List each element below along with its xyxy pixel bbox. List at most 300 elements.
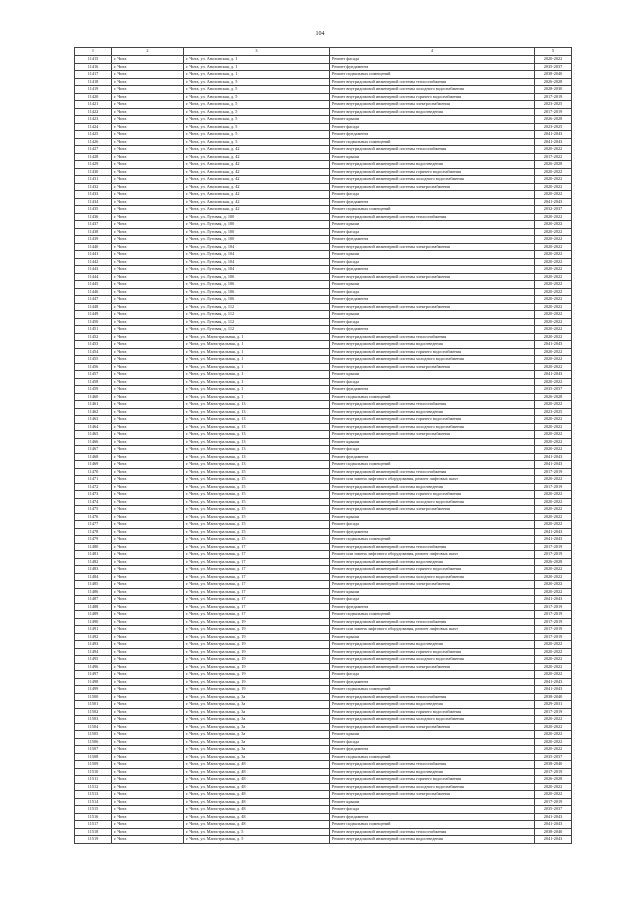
period-cell: 2020-2022 [535,243,572,251]
period-cell: 2041-2043 [535,813,572,821]
row-number-cell: 11506 [75,738,112,746]
address-cell: г. Чита, ул. Луговая, д. 104 [184,243,330,251]
table-row [75,453,572,461]
address-cell: г. Чита, ул. Анохинская, д. 5 [184,78,330,86]
period-cell: 2020-2022 [535,648,572,656]
row-number-cell: 11463 [75,416,112,424]
work-type-cell: Ремонт фундамента [330,131,535,139]
row-number-cell: 11450 [75,318,112,326]
row-number-cell: 11424 [75,123,112,131]
period-cell: 2020-2022 [535,641,572,649]
table-row [75,828,572,836]
address-cell: г. Чита, ул. Магистральная, д. 1 [184,386,330,394]
municipality-cell: г. Чита [112,738,184,746]
table-row [75,813,572,821]
work-type-cell: Ремонт фасада [330,258,535,266]
address-cell: г. Чита, ул. Магистральная, д. 19 [184,626,330,634]
address-cell: г. Чита, ул. Магистральная, д. 13 [184,453,330,461]
row-number-cell: 11499 [75,686,112,694]
municipality-cell: г. Чита [112,761,184,769]
header-cell-4: 4 [330,48,535,56]
municipality-cell: г. Чита [112,138,184,146]
period-cell: 2041-2043 [535,341,572,349]
municipality-cell: г. Чита [112,71,184,79]
address-cell: г. Чита, ул. Магистральная, д. 17 [184,558,330,566]
address-cell: г. Чита, ул. Магистральная, д. 13 [184,446,330,454]
municipality-cell: г. Чита [112,236,184,244]
address-cell: г. Чита, ул. Анохинская, д. 5 [184,93,330,101]
row-number-cell: 11426 [75,138,112,146]
work-type-cell: Ремонт внутридомовой инженерной системы водоотведения [330,558,535,566]
work-type-cell: Ремонт внутридомовой инженерной системы холодного водоснабжения [330,86,535,94]
table-row [75,183,572,191]
row-number-cell: 11445 [75,281,112,289]
address-cell: г. Чита, ул. Магистральная, д. 48 [184,813,330,821]
row-number-cell: 11485 [75,581,112,589]
address-cell: г. Чита, ул. Магистральная, д. 13 [184,416,330,424]
period-cell: 2020-2022 [535,588,572,596]
municipality-cell: г. Чита [112,498,184,506]
row-number-cell: 11480 [75,543,112,551]
table-row [75,116,572,124]
municipality-cell: г. Чита [112,551,184,559]
table-row [75,348,572,356]
address-cell: г. Чита, ул. Магистральная, д. 3а [184,731,330,739]
row-number-cell: 11421 [75,101,112,109]
period-cell: 2020-2022 [535,738,572,746]
table-row [75,566,572,574]
row-number-cell: 11514 [75,798,112,806]
row-number-cell: 11417 [75,71,112,79]
municipality-cell: г. Чита [112,101,184,109]
municipality-cell: г. Чита [112,191,184,199]
work-type-cell: Ремонт внутридомовой инженерной системы холодного водоснабжения [330,356,535,364]
municipality-cell: г. Чита [112,596,184,604]
period-cell: 2020-2022 [535,363,572,371]
row-number-cell: 11441 [75,251,112,259]
address-cell: г. Чита, ул. Магистральная, д. 5 [184,836,330,844]
municipality-cell: г. Чита [112,806,184,814]
municipality-cell: г. Чита [112,783,184,791]
period-cell: 2026-2028 [535,776,572,784]
municipality-cell: г. Чита [112,663,184,671]
row-number-cell: 11478 [75,528,112,536]
work-type-cell: Ремонт внутридомовой инженерной системы теплоснабжения [330,828,535,836]
period-cell: 2026-2028 [535,393,572,401]
row-number-cell: 11443 [75,266,112,274]
municipality-cell: г. Чита [112,63,184,71]
period-cell: 2017-2019 [535,618,572,626]
address-cell: г. Чита, ул. Луговая, д. 112 [184,303,330,311]
row-number-cell: 11504 [75,723,112,731]
table-row [75,708,572,716]
municipality-cell: г. Чита [112,371,184,379]
municipality-cell: г. Чита [112,476,184,484]
row-number-cell: 11482 [75,558,112,566]
address-cell: г. Чита, ул. Луговая, д. 104 [184,266,330,274]
table-row [75,551,572,559]
work-type-cell: Ремонт подвальных помещений [330,138,535,146]
work-type-cell: Ремонт внутридомовой инженерной системы водоотведения [330,408,535,416]
work-type-cell: Ремонт внутридомовой инженерной системы теплоснабжения [330,146,535,154]
table-row [75,153,572,161]
table-row [75,738,572,746]
work-type-cell: Ремонт подвальных помещений [330,393,535,401]
row-number-cell: 11500 [75,693,112,701]
table-row [75,506,572,514]
period-cell: 2038-2040 [535,693,572,701]
row-number-cell: 11429 [75,161,112,169]
work-type-cell: Ремонт крыши [330,731,535,739]
work-type-cell: Ремонт фасада [330,288,535,296]
row-number-cell: 11505 [75,731,112,739]
address-cell: г. Чита, ул. Магистральная, д. 1 [184,363,330,371]
address-cell: г. Чита, ул. Анохинская, д. 5 [184,86,330,94]
row-number-cell: 11460 [75,393,112,401]
address-cell: г. Чита, ул. Анохинская, д. 42 [184,161,330,169]
municipality-cell: г. Чита [112,746,184,754]
municipality-cell: г. Чита [112,378,184,386]
row-number-cell: 11473 [75,491,112,499]
work-type-cell: Ремонт внутридомовой инженерной системы горячего водоснабжения [330,93,535,101]
address-cell: г. Чита, ул. Магистральная, д. 1 [184,393,330,401]
table-body [75,56,572,844]
table-row [75,221,572,229]
period-cell: 2023-2025 [535,408,572,416]
municipality-cell: г. Чита [112,296,184,304]
municipality-cell: г. Чита [112,348,184,356]
period-cell: 2041-2043 [535,198,572,206]
municipality-cell: г. Чита [112,423,184,431]
period-cell: 2032-2037 [535,206,572,214]
address-cell: г. Чита, ул. Анохинская, д. 5 [184,101,330,109]
table-row [75,213,572,221]
row-number-cell: 11464 [75,423,112,431]
header-cell-1: 1 [75,48,112,56]
row-number-cell: 11418 [75,78,112,86]
period-cell: 2020-2022 [535,183,572,191]
table-row [75,303,572,311]
row-number-cell: 11432 [75,183,112,191]
municipality-cell: г. Чита [112,693,184,701]
row-number-cell: 11423 [75,116,112,124]
table-row [75,791,572,799]
work-type-cell: Ремонт крыши [330,251,535,259]
row-number-cell: 11456 [75,363,112,371]
table-row [75,401,572,409]
address-cell: г. Чита, ул. Магистральная, д. 1 [184,371,330,379]
work-type-cell: Ремонт внутридомовой инженерной системы теплоснабжения [330,543,535,551]
row-number-cell: 11488 [75,603,112,611]
municipality-cell: г. Чита [112,506,184,514]
period-cell: 2023-2025 [535,101,572,109]
row-number-cell: 11481 [75,551,112,559]
municipality-cell: г. Чита [112,648,184,656]
table-row [75,581,572,589]
work-type-cell: Ремонт внутридомовой инженерной системы электроснабжения [330,663,535,671]
work-type-cell: Ремонт внутридомовой инженерной системы электроснабжения [330,723,535,731]
address-cell: г. Чита, ул. Анохинская, д. 5 [184,116,330,124]
table-row [75,648,572,656]
period-cell: 2020-2022 [535,438,572,446]
table-row [75,273,572,281]
work-type-cell: Ремонт внутридомовой инженерной системы водоотведения [330,641,535,649]
municipality-cell: г. Чита [112,221,184,229]
municipality-cell: г. Чита [112,93,184,101]
table-row [75,446,572,454]
table-row [75,71,572,79]
address-cell: г. Чита, ул. Анохинская, д. 5 [184,131,330,139]
period-cell: 2041-2043 [535,821,572,829]
period-cell: 2017-2019 [535,468,572,476]
row-number-cell: 11518 [75,828,112,836]
row-number-cell: 11419 [75,86,112,94]
work-type-cell: Ремонт фасада [330,806,535,814]
address-cell: г. Чита, ул. Магистральная, д. 19 [184,633,330,641]
table-row [75,318,572,326]
work-type-cell: Ремонт фасада [330,228,535,236]
work-type-cell: Ремонт внутридомовой инженерной системы электроснабжения [330,363,535,371]
period-cell: 2020-2022 [535,56,572,64]
address-cell: г. Чита, ул. Магистральная, д. 48 [184,821,330,829]
municipality-cell: г. Чита [112,228,184,236]
table-row [75,371,572,379]
table-row [75,326,572,334]
table-row [75,686,572,694]
address-cell: г. Чита, ул. Луговая, д. 104 [184,251,330,259]
table-row [75,258,572,266]
header-cell-2: 2 [112,48,184,56]
row-number-cell: 11428 [75,153,112,161]
row-number-cell: 11476 [75,513,112,521]
work-type-cell: Ремонт внутридомовой инженерной системы теплоснабжения [330,333,535,341]
address-cell: г. Чита, ул. Магистральная, д. 3а [184,693,330,701]
row-number-cell: 11471 [75,476,112,484]
period-cell: 2020-2022 [535,663,572,671]
municipality-cell: г. Чита [112,131,184,139]
address-cell: г. Чита, ул. Луговая, д. 100 [184,228,330,236]
row-number-cell: 11474 [75,498,112,506]
address-cell: г. Чита, ул. Луговая, д. 112 [184,318,330,326]
row-number-cell: 11439 [75,236,112,244]
period-cell: 2020-2022 [535,783,572,791]
period-cell: 2017-2022 [535,153,572,161]
row-number-cell: 11458 [75,378,112,386]
work-type-cell: Ремонт фундамента [330,386,535,394]
table-row [75,101,572,109]
row-number-cell: 11437 [75,221,112,229]
address-cell: г. Чита, ул. Магистральная, д. 17 [184,596,330,604]
row-number-cell: 11466 [75,438,112,446]
address-cell: г. Чита, ул. Анохинская, д. 5 [184,108,330,116]
period-cell: 2020-2022 [535,723,572,731]
period-cell: 2020-2022 [535,671,572,679]
period-cell: 2017-2019 [535,798,572,806]
address-cell: г. Чита, ул. Магистральная, д. 17 [184,551,330,559]
work-type-cell: Ремонт фасада [330,596,535,604]
table-row [75,701,572,709]
work-type-cell: Ремонт крыши [330,116,535,124]
period-cell: 2041-2043 [535,528,572,536]
municipality-cell: г. Чита [112,701,184,709]
work-type-cell: Ремонт внутридомовой инженерной системы теплоснабжения [330,78,535,86]
municipality-cell: г. Чита [112,176,184,184]
row-number-cell: 11434 [75,198,112,206]
address-cell: г. Чита, ул. Магистральная, д. 1 [184,333,330,341]
row-number-cell: 11486 [75,588,112,596]
work-type-cell: Ремонт фасада [330,191,535,199]
period-cell: 2020-2022 [535,656,572,664]
period-cell: 2020-2022 [535,303,572,311]
municipality-cell: г. Чита [112,318,184,326]
period-cell: 2020-2022 [535,506,572,514]
table-row [75,806,572,814]
period-cell: 2038-2040 [535,71,572,79]
address-cell: г. Чита, ул. Магистральная, д. 19 [184,656,330,664]
municipality-cell: г. Чита [112,341,184,349]
table-row [75,243,572,251]
table-row [75,476,572,484]
work-type-cell: Ремонт внутридомовой инженерной системы горячего водоснабжения [330,348,535,356]
work-type-cell: Ремонт подвальных помещений [330,753,535,761]
work-type-cell: Ремонт внутридомовой инженерной системы горячего водоснабжения [330,491,535,499]
municipality-cell: г. Чита [112,56,184,64]
table-row [75,378,572,386]
work-type-cell: Ремонт внутридомовой инженерной системы холодного водоснабжения [330,498,535,506]
municipality-cell: г. Чита [112,281,184,289]
municipality-cell: г. Чита [112,671,184,679]
row-number-cell: 11447 [75,296,112,304]
address-cell: г. Чита, ул. Магистральная, д. 19 [184,648,330,656]
row-number-cell: 11457 [75,371,112,379]
table-row [75,731,572,739]
work-type-cell: Ремонт крыши [330,311,535,319]
municipality-cell: г. Чита [112,603,184,611]
row-number-cell: 11470 [75,468,112,476]
municipality-cell: г. Чита [112,521,184,529]
table-row [75,333,572,341]
municipality-cell: г. Чита [112,618,184,626]
municipality-cell: г. Чита [112,768,184,776]
work-type-cell: Ремонт внутридомовой инженерной системы электроснабжения [330,101,535,109]
work-type-cell: Ремонт фундамента [330,296,535,304]
row-number-cell: 11512 [75,783,112,791]
work-type-cell: Ремонт подвальных помещений [330,686,535,694]
period-cell: 2023-2025 [535,123,572,131]
address-cell: г. Чита, ул. Магистральная, д. 17 [184,588,330,596]
row-number-cell: 11455 [75,356,112,364]
period-cell: 2020-2022 [535,213,572,221]
period-cell: 2041-2043 [535,461,572,469]
municipality-cell: г. Чита [112,146,184,154]
work-type-cell: Ремонт внутридомовой инженерной системы электроснабжения [330,431,535,439]
table-row [75,93,572,101]
table-row [75,483,572,491]
work-type-cell: Ремонт внутридомовой инженерной системы теплоснабжения [330,401,535,409]
period-cell: 2041-2043 [535,453,572,461]
address-cell: г. Чита, ул. Анохинская, д. 42 [184,191,330,199]
period-cell: 2038-2040 [535,761,572,769]
address-cell: г. Чита, ул. Анохинская, д. 42 [184,176,330,184]
municipality-cell: г. Чита [112,791,184,799]
period-cell: 2017-2019 [535,768,572,776]
municipality-cell: г. Чита [112,198,184,206]
period-cell: 2020-2022 [535,746,572,754]
address-cell: г. Чита, ул. Анохинская, д. 42 [184,146,330,154]
period-cell: 2028-2030 [535,86,572,94]
address-cell: г. Чита, ул. Магистральная, д. 13 [184,401,330,409]
row-number-cell: 11497 [75,671,112,679]
row-number-cell: 11454 [75,348,112,356]
period-cell: 2041-2043 [535,836,572,844]
table-row [75,521,572,529]
period-cell: 2020-2022 [535,423,572,431]
table-row [75,296,572,304]
row-number-cell: 11465 [75,431,112,439]
work-type-cell: Ремонт внутридомовой инженерной системы холодного водоснабжения [330,656,535,664]
municipality-cell: г. Чита [112,558,184,566]
period-cell: 2041-2043 [535,686,572,694]
period-cell: 2041-2043 [535,678,572,686]
period-cell: 2026-2028 [535,78,572,86]
table-row [75,468,572,476]
period-cell: 2020-2022 [535,791,572,799]
row-number-cell: 11479 [75,536,112,544]
address-cell: г. Чита, ул. Магистральная, д. 15 [184,483,330,491]
address-cell: г. Чита, ул. Луговая, д. 106 [184,296,330,304]
period-cell: 2017-2019 [535,708,572,716]
work-type-cell: Ремонт фундамента [330,266,535,274]
table-row [75,108,572,116]
row-number-cell: 11489 [75,611,112,619]
table-row [75,588,572,596]
address-cell: г. Чита, ул. Анохинская, д. 42 [184,198,330,206]
address-cell: г. Чита, ул. Магистральная, д. 13 [184,438,330,446]
period-cell: 2020-2022 [535,378,572,386]
row-number-cell: 11502 [75,708,112,716]
work-type-cell: Ремонт внутридомовой инженерной системы горячего водоснабжения [330,566,535,574]
address-cell: г. Чита, ул. Магистральная, д. 3а [184,746,330,754]
address-cell: г. Чита, ул. Магистральная, д. 15 [184,536,330,544]
work-type-cell: Ремонт или замена лифтового оборудования, ремонт лифтовых шахт [330,476,535,484]
table-row [75,146,572,154]
table-row [75,746,572,754]
row-number-cell: 11498 [75,678,112,686]
address-cell: г. Чита, ул. Магистральная, д. 15 [184,468,330,476]
municipality-cell: г. Чита [112,611,184,619]
address-cell: г. Чита, ул. Магистральная, д. 3а [184,708,330,716]
work-type-cell: Ремонт внутридомовой инженерной системы электроснабжения [330,273,535,281]
table-row [75,311,572,319]
period-cell: 2017-2019 [535,93,572,101]
table-row [75,251,572,259]
work-type-cell: Ремонт крыши [330,221,535,229]
address-cell: г. Чита, ул. Луговая, д. 100 [184,221,330,229]
period-cell: 2020-2022 [535,731,572,739]
work-type-cell: Ремонт крыши [330,513,535,521]
table-row [75,821,572,829]
table-row [75,123,572,131]
address-cell: г. Чита, ул. Магистральная, д. 15 [184,521,330,529]
address-cell: г. Чита, ул. Магистральная, д. 17 [184,566,330,574]
address-cell: г. Чита, ул. Магистральная, д. 19 [184,641,330,649]
table-row [75,761,572,769]
municipality-cell: г. Чита [112,386,184,394]
work-type-cell: Ремонт внутридомовой инженерной системы электроснабжения [330,303,535,311]
work-type-cell: Ремонт внутридомовой инженерной системы водоотведения [330,108,535,116]
table-row [75,281,572,289]
work-type-cell: Ремонт внутридомовой инженерной системы холодного водоснабжения [330,423,535,431]
